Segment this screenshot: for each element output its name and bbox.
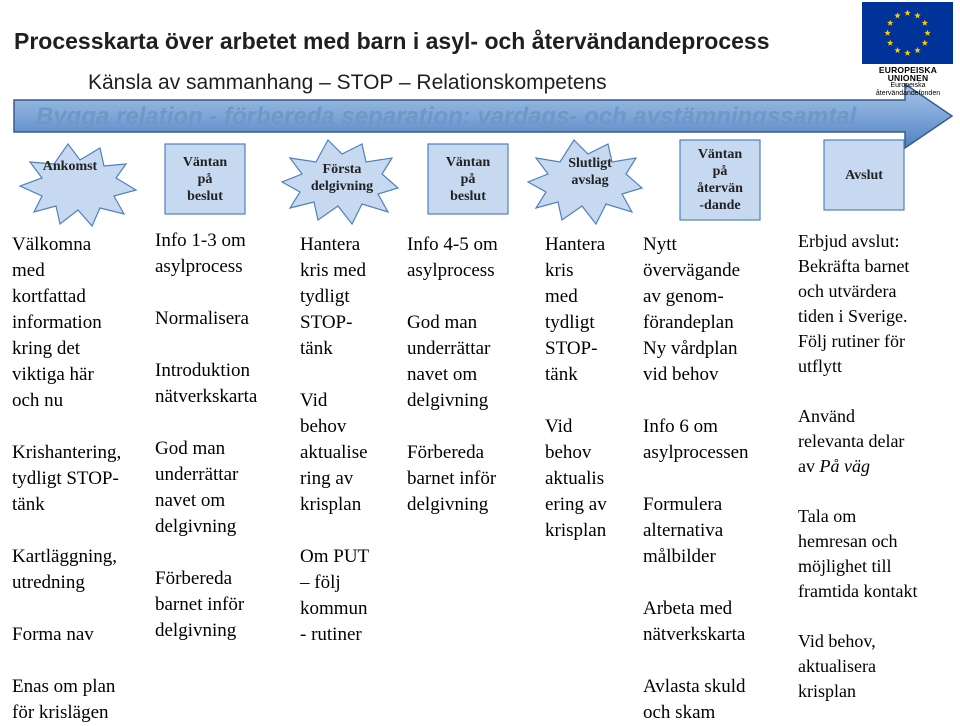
col7-item-2 [798, 404, 960, 479]
stage-label-ankomst: Ankomst [42, 158, 98, 174]
col6-item-3: Formulera alternativa målbilder [643, 494, 724, 567]
col2-item-1: Info 1-3 om asylprocess [155, 230, 246, 277]
eu-caption-line1: EUROPEISKA UNIONEN [878, 65, 938, 83]
page-title: Processkarta över arbetet med barn i asyl- och återvändandeprocess [14, 28, 770, 54]
col7-item-1: Erbjud avslut: Bekräfta barnet och utvärdera tiden i Sverige. Följ rutiner för utflytt [798, 231, 910, 376]
banner-text: Bygga relation - förbereda separation: vardags- och avstämningssamtal [36, 103, 857, 130]
eu-caption-line2: Europeiska återvändandefonden [875, 82, 941, 97]
col1-item-3: Kartläggning, utredning [12, 546, 118, 593]
stage-label-forsta-delgivning: Första delgivning [310, 162, 374, 194]
col4-item-2: God man underrättar navet om delgivning [407, 312, 491, 411]
column-vantan-2 [407, 232, 537, 518]
stage-label-avslut: Avslut [845, 167, 883, 183]
column-vantan-3 [643, 232, 793, 726]
col2-item-4: God man underrättar navet om delgivning [155, 438, 239, 537]
stage-label-vantan-1: Väntan på beslut [182, 154, 228, 204]
column-vantan-1 [155, 228, 295, 644]
col2-item-5: Förbereda barnet inför delgivning [155, 568, 245, 641]
col7-item-3: Tala om hemresan och möjlighet till framtida kontakt [798, 506, 918, 601]
col1-item-2: Krishantering, tydligt STOP- tänk [12, 442, 122, 515]
col3-item-2: Vid behov aktualise ring av krisplan [300, 390, 368, 515]
col2-item-2: Normalisera [155, 308, 249, 329]
col1-item-1: Välkomna med kortfattad information kring det viktiga här och nu [12, 234, 102, 411]
stage-label-vantan-3: Väntan på återvän -dande [697, 147, 743, 213]
col6-item-4: Arbeta med nätverkskarta [643, 598, 746, 645]
col6-item-5: Avlasta skuld och skam [643, 676, 746, 723]
page-subtitle: Känsla av sammanhang – STOP – Relationskompetens [88, 71, 607, 94]
col4-item-3: Förbereda barnet inför delgivning [407, 442, 497, 515]
col3-item-1: Hantera kris med tydligt STOP- tänk [300, 234, 366, 359]
col2-item-3: Introduktion nätverkskarta [155, 360, 258, 407]
col1-item-5: Enas om plan för krislägen [12, 676, 116, 723]
column-avslut [798, 229, 960, 704]
col7-item-4: Vid behov, aktualisera krisplan [798, 631, 876, 701]
column-forsta-delgivning [300, 232, 400, 648]
col6-item-1: Nytt övervägande av genom- förandeplan Ny vårdplan vid behov [643, 234, 741, 385]
col1-item-4: Forma nav [12, 624, 94, 645]
col3-item-3: Om PUT – följ kommun - rutiner [300, 546, 370, 645]
col4-item-1: Info 4-5 om asylprocess [407, 234, 498, 281]
stage-label-vantan-2: Väntan på beslut [445, 154, 491, 204]
eu-caption [860, 66, 956, 98]
column-ankomst [12, 232, 162, 726]
col7-item-2-text: Använd relevanta delar av [798, 406, 905, 476]
process-arrow [0, 0, 960, 160]
col6-item-2: Info 6 om asylprocessen [643, 416, 749, 463]
col5-item-2: Vid behov aktualis ering av krisplan [545, 416, 607, 541]
col7-item-2-italic: På väg [819, 456, 870, 476]
stage-label-slutligt-avslag: Slutligt avslag [568, 156, 612, 188]
col5-item-1: Hantera kris med tydligt STOP- tänk [545, 234, 606, 385]
column-slutligt-avslag [545, 232, 640, 544]
